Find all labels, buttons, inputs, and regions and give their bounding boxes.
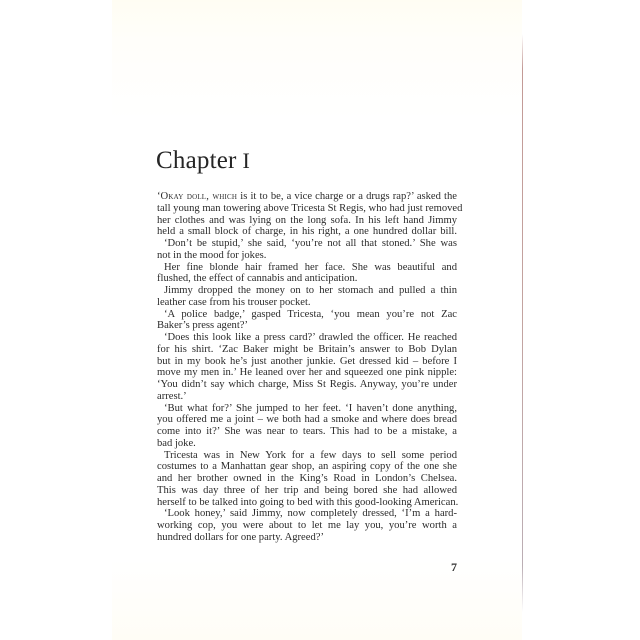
text-lines xyxy=(157,202,463,544)
text-line-8: flushed, the effect of cannabis and anticipation. xyxy=(157,273,358,285)
text-line-28: ‘Look honey,’ said Jimmy, now completely dressed, ‘I’m a hard- xyxy=(164,508,457,520)
page-number: 7 xyxy=(451,560,457,574)
text-line-30: hundred dollars for one party. Agreed?’ xyxy=(157,531,324,543)
chapter-number: I xyxy=(242,148,251,173)
page-edge xyxy=(522,34,523,612)
text-line-15: but in my book he’s just another junkie. Get dressed kid – before I xyxy=(157,355,457,367)
text-line-29: working cop, you were about to let me lay you, you’re worth a xyxy=(157,520,457,531)
text-line-2: tall young man towering above Tricesta St Regis, who had just removed xyxy=(157,202,463,214)
text-line-13: ‘Does this look like a press card?’ drawled the officer. He reached xyxy=(164,332,457,343)
text-line-16: move my men in.’ He leaned over her and squeezed one pink nipple: xyxy=(157,367,457,379)
text-line-10: leather case from his trouser pocket. xyxy=(157,296,311,308)
text-line-23: Tricesta was in New York for a few days to sell some period xyxy=(164,449,457,461)
chapter-body xyxy=(157,191,463,544)
text-line-24: costumes to a Manhattan gear shop, an aspiring copy of the one she xyxy=(157,461,457,473)
text-line-11: ‘A police badge,’ gasped Tricesta, ‘you mean you’re not Zac xyxy=(164,308,457,320)
opening-quote: ‘ xyxy=(157,191,161,202)
text-line-22: bad joke. xyxy=(157,437,196,449)
chapter-title xyxy=(156,146,250,176)
text-line-19: ‘But what for?’ She jumped to her feet. ‘I haven’t done anything, xyxy=(164,402,457,414)
text-line-21: come into it?’ She was near to tears. This had to be a mistake, a xyxy=(157,426,457,437)
text-line-3: her clothes and was lying on the long sofa. In his left hand Jimmy xyxy=(157,214,457,226)
text-line-9: Jimmy dropped the money on to her stomach and pulled a thin xyxy=(164,285,457,296)
text-line-14: for his shirt. ‘Zac Baker might be Britain’s answer to Bob Dylan xyxy=(157,343,457,355)
text-line-5: ‘Don’t be stupid,’ she said, ‘you’re not all that stoned.’ She was xyxy=(164,238,457,249)
opening-rest: is it to be, a vice charge or a drugs rap?’ asked the xyxy=(237,191,457,202)
text-line-7: Her fine blonde hair framed her face. She was beautiful and xyxy=(164,261,457,273)
text-line-20: you offered me a joint – we both had a smoke and where does bread xyxy=(157,414,457,426)
chapter-label: Chapter xyxy=(156,147,237,174)
text-line-26: This was day three of her trip and being bored she had allowed xyxy=(157,484,457,496)
text-line-17: ‘You didn’t say which charge, Miss St Regis. Anyway, you’re under xyxy=(157,379,457,390)
text-line-4: held a small block of charge, in his right, a one hundred dollar bill. xyxy=(157,226,457,238)
text-line-18: arrest.’ xyxy=(157,390,187,402)
text-line-1 xyxy=(157,191,457,203)
text-line-12: Baker’s press agent?’ xyxy=(157,320,248,332)
opening-small-caps: Okay doll, which xyxy=(160,191,238,202)
text-line-6: not in the mood for jokes. xyxy=(157,249,267,261)
text-line-25: and her brother owned in the King’s Road in London’s Chelsea. xyxy=(157,473,457,484)
text-line-27: herself to be talked into going to bed with this good-looking American. xyxy=(157,496,459,508)
